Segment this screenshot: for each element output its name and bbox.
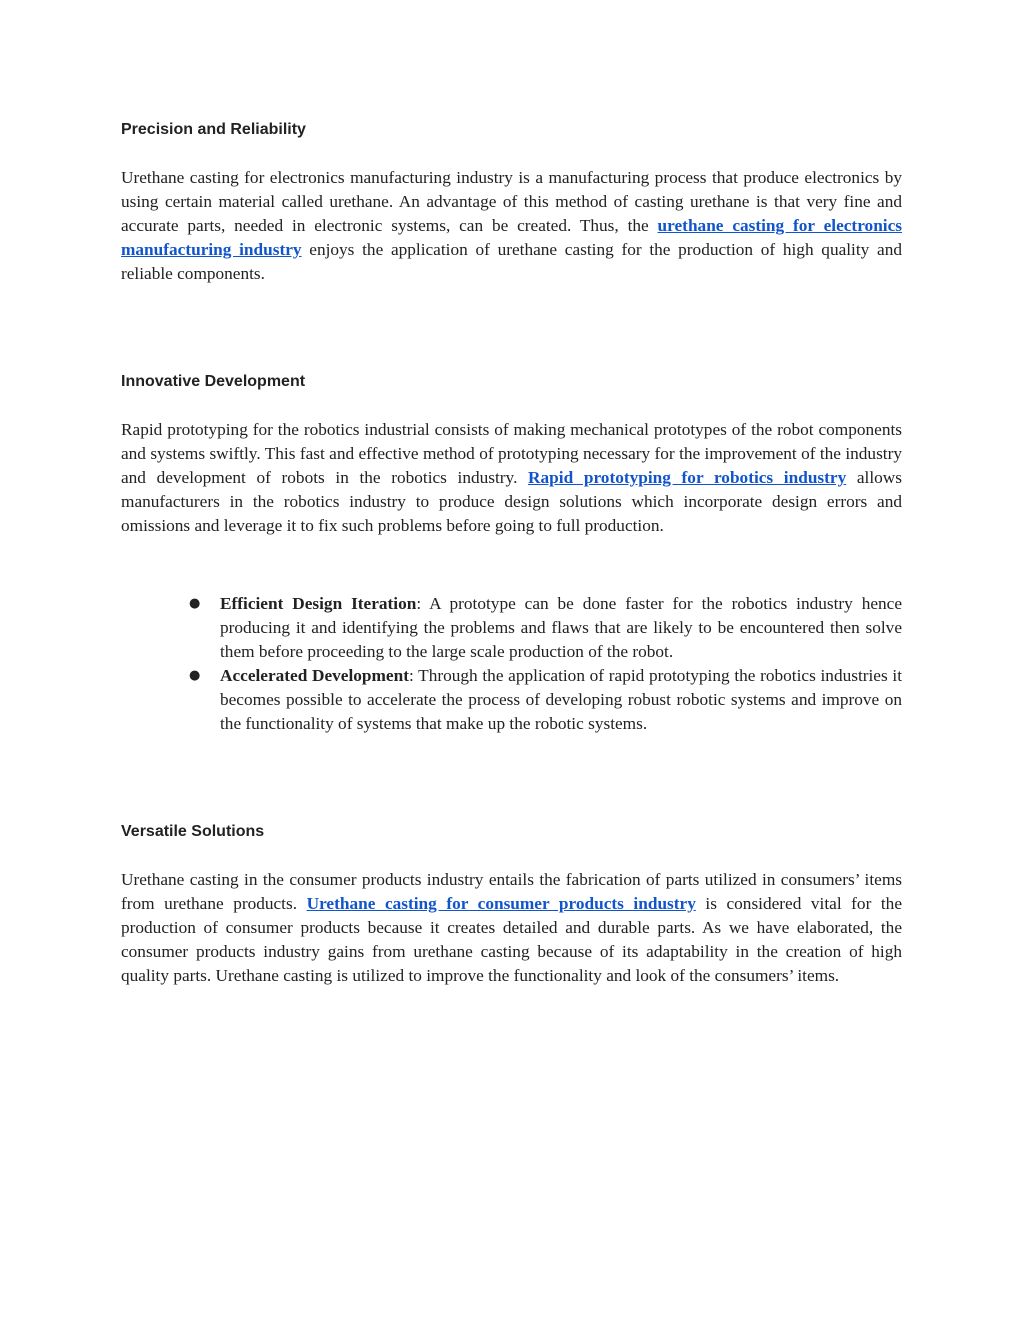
link-urethane-casting-electronics[interactable]: urethane casting for electronics manufacturing industry xyxy=(121,216,902,259)
list-item xyxy=(121,664,902,736)
paragraph-text: Rapid prototyping for the robotics industrial consists of making mechanical prototypes of the robot components and systems swiftly. This fast and effective method of prototyping necessary for the improvement of the industry and development of robots in the robotics industry. xyxy=(121,420,902,487)
section-paragraph-precision xyxy=(121,166,902,286)
section-heading-versatile: Versatile Solutions xyxy=(121,823,265,840)
document-page xyxy=(121,118,902,988)
section-paragraph-versatile xyxy=(121,868,902,988)
paragraph-text: Urethane casting for electronics manufacturing industry is a manufacturing process that produce electronics by using certain material called urethane. An advantage of this method of casting urethane is that very fine and accurate parts, needed in electronic systems, can be created. Thus, the xyxy=(121,168,902,235)
bullet-icon: ● xyxy=(189,668,201,683)
paragraph-text: enjoys the application of urethane casting for the production of high quality and reliable components. xyxy=(121,240,902,283)
paragraph-text: Urethane casting in the consumer products industry entails the fabrication of parts utilized in consumers’ items from urethane products. xyxy=(121,870,902,913)
paragraph-text: allows manufacturers in the robotics industry to produce design solutions which incorporate design errors and omissions and leverage it to fix such problems before going to full production. xyxy=(121,468,902,535)
link-urethane-casting-consumer[interactable]: Urethane casting for consumer products industry xyxy=(306,894,696,913)
bullet-term: Efficient Design Iteration xyxy=(220,594,417,613)
section-heading-precision: Precision and Reliability xyxy=(121,121,306,138)
link-rapid-prototyping-robotics[interactable]: Rapid prototyping for robotics industry xyxy=(528,468,847,487)
bullet-icon: ● xyxy=(189,596,201,611)
bullet-term: Accelerated Development xyxy=(220,666,409,685)
bullet-list xyxy=(121,592,902,736)
section-paragraph-innovative xyxy=(121,418,902,538)
bullet-text: : Through the application of rapid prototyping the robotics industries it becomes possible to accelerate the process of developing robust robotic systems and improve on the functionality of systems that make up the robotic systems. xyxy=(220,666,903,733)
paragraph-text: is considered vital for the production of consumer products because it creates detailed and durable parts. As we have elaborated, the consumer products industry gains from urethane casting because of its adaptability in the creation of high quality parts. Urethane casting is utilized to improve the functionality and look of the consumers’ items. xyxy=(121,894,902,985)
list-item xyxy=(121,592,902,664)
section-heading-innovative: Innovative Development xyxy=(121,373,306,390)
bullet-text: : A prototype can be done faster for the robotics industry hence producing it and identifying the problems and flaws that are likely to be encountered then solve them before proceeding to the large scale production of the robot. xyxy=(220,594,902,661)
